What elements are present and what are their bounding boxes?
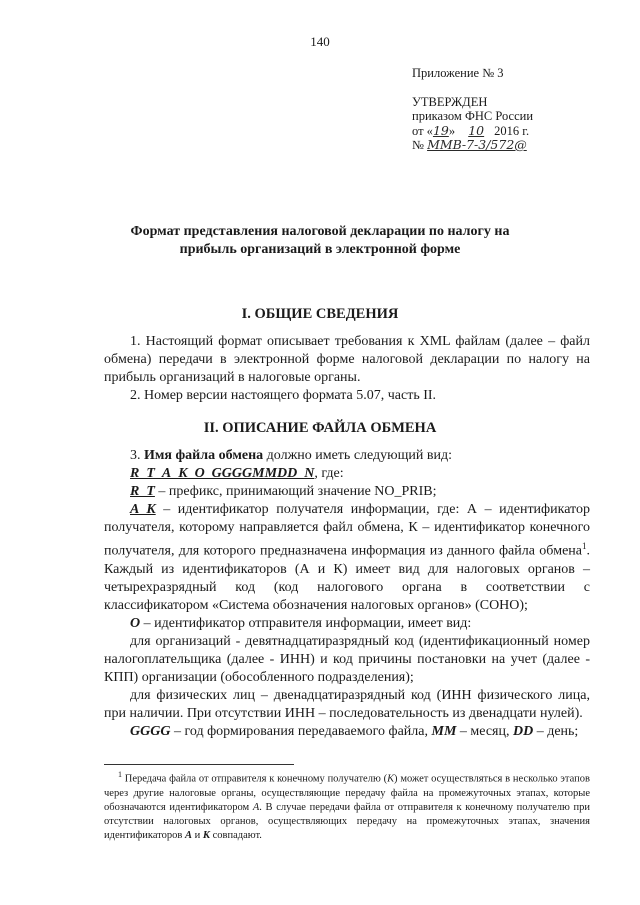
footnote-part-1: Передача файла от отправителя к конечному получателю ( [122, 773, 388, 785]
rt-text: – префикс, принимающий значение NO_PRIB; [154, 484, 437, 499]
file-name-pattern [104, 465, 590, 483]
appendix-label: Приложение № 3 [412, 66, 504, 80]
footnote-part-2: ) может осуществляться в несколько этапов через другие налоговые органы, осуществляющие передачу файла на промежуточных этапах, которые обозначаются идентификатором [104, 773, 590, 813]
paragraph-3 [104, 447, 590, 465]
footnote-a-2: А [185, 829, 193, 841]
ak-text-1: – идентификатор получателя информации, где: А – идентификатор получателя, которому направляется файл обмена, К – идентификатор конечного получателя, для которого предназначена информация из данного файла обмена [104, 502, 590, 559]
paragraph-2: 2. Номер версии настоящего формата 5.07, часть II. [130, 388, 437, 403]
phys-definition: для физических лиц – двенадцатиразрядный код (ИНН физического лица, при наличии. При отсутствии ИНН – последовательность из двенадцати нулей). [104, 687, 590, 721]
order-label: приказом ФНС России [412, 109, 534, 123]
p3-number: 3. [130, 448, 144, 463]
org-definition: для организаций - девятнадцатиразрядный код (идентификационный номер налогоплательщика (далее - ИНН) и код причины постановки на учет (далее - КПП) организации (обособленного подразделения); [104, 633, 590, 685]
footnote-k-1: К [387, 773, 395, 785]
footnote-divider [104, 764, 294, 765]
page-number: 140 [310, 34, 330, 49]
approved-label: УТВЕРЖДЕН [412, 94, 488, 109]
footnote-a-1: А [252, 801, 260, 813]
footnote-part-3: . В случае передачи файла от отправителя к конечному получателю при отсутствии налоговых органов, осуществляющих передачу на промежуточных этапах, значения идентификаторов [104, 801, 590, 841]
footnote-text [104, 768, 590, 843]
approval-number [412, 138, 533, 153]
mm-text: – месяц, [456, 723, 513, 739]
paragraph-1: 1. Настоящий формат описывает требования к XML файлам (далее – файл обмена) передачи в электронной форме налоговой декларации по налогу на прибыль организаций в налоговые органы. [104, 334, 590, 385]
date-codes-definition [104, 723, 590, 741]
footnote-part-5: совпадают. [210, 829, 262, 841]
date-prefix: от « [412, 123, 433, 138]
footnote [104, 768, 590, 843]
footnote-ref: 1 [582, 541, 587, 551]
section-2-heading: II. ОПИСАНИЕ ФАЙЛА ОБМЕНА [203, 420, 437, 436]
gggg-code: GGGG [130, 723, 171, 739]
p3-bold: Имя файла обмена [144, 448, 264, 463]
date-month: 10 [468, 122, 485, 138]
o-text: – идентификатор отправителя информации, имеет вид: [140, 615, 472, 631]
section-2-body [104, 447, 590, 741]
dd-text: – день; [533, 723, 579, 739]
section-1-heading: I. ОБЩИЕ СВЕДЕНИЯ [241, 306, 399, 322]
title-line-2: прибыль организаций в электронной форме [179, 242, 461, 257]
p3-rest: должно иметь следующий вид: [263, 448, 453, 463]
date-mid: » [448, 123, 456, 138]
ak-definition [104, 501, 590, 615]
rt-code: R_T [130, 484, 155, 499]
o-code: O [130, 615, 141, 631]
number-prefix: № [412, 138, 424, 152]
footnote-k-2: К [202, 829, 211, 841]
date-year: 2016 г. [494, 123, 530, 138]
pattern-suffix: , где: [314, 466, 344, 481]
footnote-mark: 1 [118, 770, 122, 779]
gggg-text: – год формирования передаваемого файла, [170, 723, 432, 739]
dd-code: DD [512, 723, 534, 739]
order-number: ММВ-7-3/572@ [427, 137, 527, 152]
ak-code: A_K [130, 502, 156, 517]
footnote-part-4: и [192, 829, 203, 841]
date-day: 19 [432, 122, 449, 138]
section-1-body [104, 333, 590, 405]
document-title [0, 223, 640, 259]
title-line-1: Формат представления налоговой декларации по налогу на [130, 224, 510, 239]
approval-date [412, 124, 533, 139]
ak-text-2: . Каждый из идентификаторов (А и К) имеет вид для налоговых органов – четырехразрядный код (код налогового органа в соответствии с классификатором «Система обозначения налоговых органов» (СОНО); [104, 543, 590, 613]
pattern-code: R_T_A_K_O_GGGGMMDD_N [130, 466, 315, 481]
mm-code: MM [431, 723, 457, 739]
o-definition [104, 615, 590, 633]
approval-block [412, 66, 533, 153]
rt-definition [104, 483, 590, 501]
